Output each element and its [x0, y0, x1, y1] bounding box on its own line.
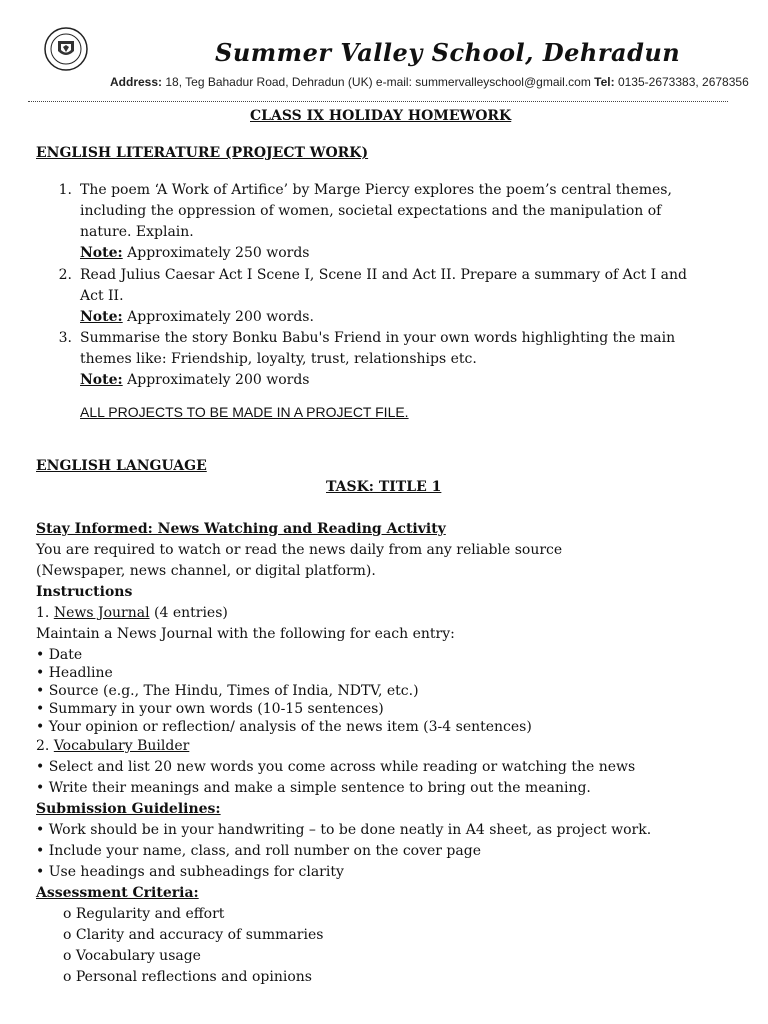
list-item: o Personal reflections and opinions [63, 969, 312, 985]
tel-value: 0135-2673383, 2678356 [614, 75, 749, 89]
note-text: Approximately 200 words [122, 372, 310, 388]
journal-suffix: (4 entries) [149, 605, 228, 621]
assessment-heading: Assessment Criteria: [36, 885, 199, 901]
item-note [80, 243, 309, 264]
item-line: nature. Explain. [80, 224, 194, 240]
item-line: Act II. [80, 288, 124, 304]
item-line: including the oppression of women, societal expectations and the manipulation of [80, 203, 662, 219]
vocab-label: Vocabulary Builder [53, 738, 190, 754]
activity-heading: Stay Informed: News Watching and Reading Activity [36, 521, 446, 537]
instructions-heading: Instructions [36, 584, 133, 600]
journal-heading [36, 603, 228, 624]
note-text: Approximately 250 words [122, 245, 310, 261]
list-item: o Vocabulary usage [63, 948, 201, 964]
list-item: o Regularity and effort [63, 906, 225, 922]
item-line: Read Julius Caesar Act I Scene I, Scene II and Act II. Prepare a summary of Act I and [80, 267, 687, 283]
address-label: Address: [110, 75, 163, 89]
vocab-number: 2. [36, 738, 54, 754]
list-item: • Summary in your own words (10-15 sentences) [36, 701, 384, 717]
note-label: Note: [80, 245, 123, 261]
list-item: • Write their meanings and make a simple sentence to bring out the meaning. [36, 780, 591, 796]
item-line: The poem ‘A Work of Artifice’ by Marge Piercy explores the poem’s central themes, [80, 182, 672, 198]
task-title: TASK: TITLE 1 [326, 479, 442, 495]
note-label: Note: [80, 309, 123, 325]
item-note [80, 370, 309, 391]
project-file-note: ALL PROJECTS TO BE MADE IN A PROJECT FILE. [80, 404, 409, 420]
school-name: Summer Valley School, Dehradun [215, 38, 681, 67]
item-line: Summarise the story Bonku Babu's Friend in your own words highlighting the main [80, 330, 676, 346]
item-number: 1. [58, 182, 72, 198]
list-item: • Include your name, class, and roll number on the cover page [36, 843, 481, 859]
address-value: 18, Teg Bahadur Road, Dehradun (UK) e-mail: summervalleyschool@gmail.com [162, 75, 595, 89]
item-line: themes like: Friendship, loyalty, trust, relationships etc. [80, 351, 477, 367]
school-address [110, 75, 749, 89]
language-heading: ENGLISH LANGUAGE [36, 458, 207, 474]
list-item: • Your opinion or reflection/ analysis of the news item (3-4 sentences) [36, 719, 532, 735]
page-title: CLASS IX HOLIDAY HOMEWORK [250, 108, 512, 124]
journal-number: 1. [36, 605, 54, 621]
item-number: 3. [58, 330, 72, 346]
item-number: 2. [58, 267, 72, 283]
list-item: • Source (e.g., The Hindu, Times of India, NDTV, etc.) [36, 683, 419, 699]
list-item: • Use headings and subheadings for clarity [36, 864, 344, 880]
item-note [80, 307, 314, 328]
submission-heading: Submission Guidelines: [36, 801, 221, 817]
list-item: • Date [36, 647, 83, 663]
journal-intro: Maintain a News Journal with the following for each entry: [36, 626, 455, 642]
note-text: Approximately 200 words. [122, 309, 314, 325]
note-label: Note: [80, 372, 123, 388]
journal-label: News Journal [53, 605, 150, 621]
list-item: • Work should be in your handwriting – to be done neatly in A4 sheet, as project work. [36, 822, 652, 838]
school-crest-icon [44, 27, 88, 71]
list-item: o Clarity and accuracy of summaries [63, 927, 324, 943]
tel-label: Tel: [594, 75, 615, 89]
list-item: • Select and list 20 new words you come across while reading or watching the news [36, 759, 636, 775]
list-item: • Headline [36, 665, 113, 681]
vocab-heading [36, 736, 189, 757]
intro-line: (Newspaper, news channel, or digital platform). [36, 563, 376, 579]
intro-line: You are required to watch or read the news daily from any reliable source [36, 542, 563, 558]
header-divider [28, 101, 728, 102]
literature-heading: ENGLISH LITERATURE (PROJECT WORK) [36, 145, 369, 161]
